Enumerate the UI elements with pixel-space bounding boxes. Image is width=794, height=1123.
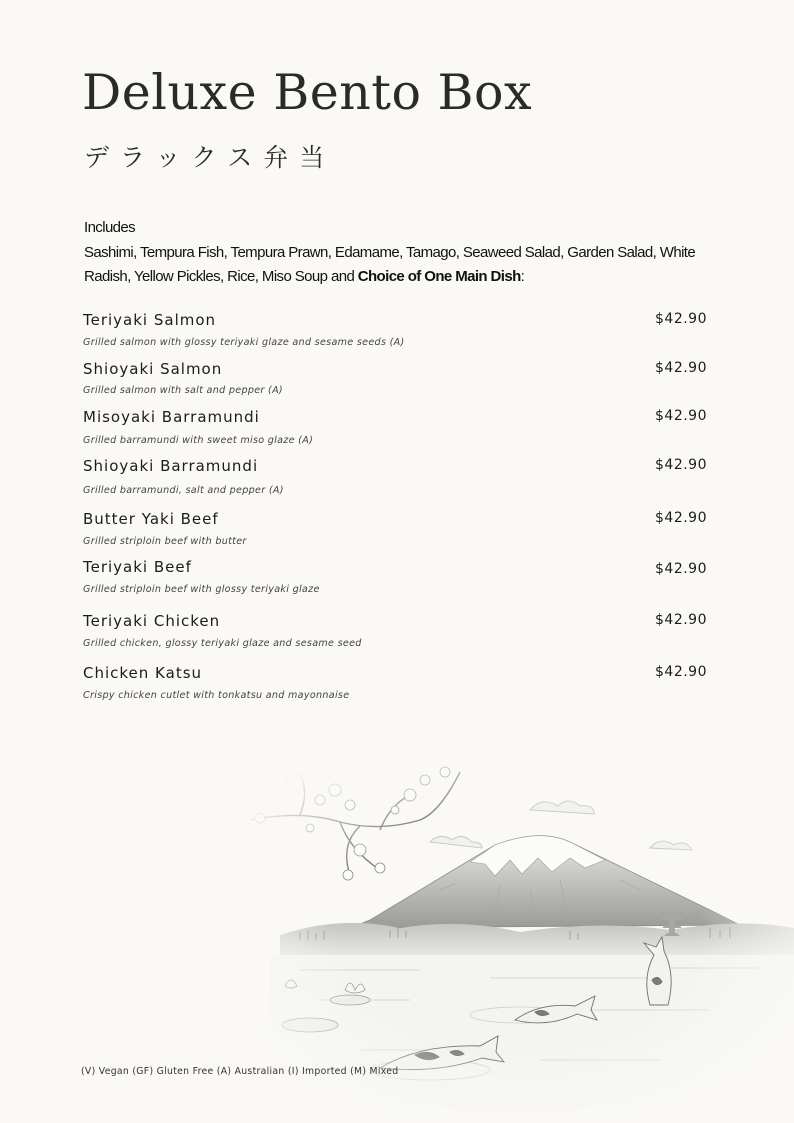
menu-item-name: Teriyaki Beef <box>83 558 192 576</box>
dietary-legend: (V) Vegan (GF) Gluten Free (A) Australian (I) Imported (M) Mixed <box>81 1066 399 1077</box>
page-subtitle-japanese: デラックス弁当 <box>84 143 336 172</box>
menu-item <box>83 457 713 501</box>
menu-item-name: Misoyaki Barramundi <box>83 408 260 426</box>
menu-item <box>83 558 713 602</box>
menu-item-name: Shioyaki Barramundi <box>83 457 259 475</box>
menu-item <box>83 612 713 656</box>
menu-item-description: Grilled salmon with salt and pepper (A) <box>83 385 283 396</box>
menu-item-name: Chicken Katsu <box>83 664 203 682</box>
menu-item-name: Teriyaki Chicken <box>83 612 221 630</box>
menu-item-description: Grilled barramundi with sweet miso glaze (A) <box>83 435 314 446</box>
mount-fuji-lake-illustration <box>240 750 794 1110</box>
menu-item <box>83 408 713 452</box>
includes-label: Includes <box>84 219 136 236</box>
includes-suffix: : <box>520 268 525 285</box>
page-title: Deluxe Bento Box <box>82 64 533 121</box>
menu-item-name: Shioyaki Salmon <box>83 360 223 378</box>
menu-item-price: $42.90 <box>655 457 707 473</box>
menu-item <box>83 360 713 404</box>
menu-item-price: $42.90 <box>655 408 707 424</box>
menu-item-description: Grilled striploin beef with glossy teriyaki glaze <box>83 584 320 595</box>
menu-item <box>83 510 713 554</box>
menu-item-price: $42.90 <box>655 311 707 327</box>
menu-item <box>83 664 713 708</box>
includes-text <box>84 241 734 290</box>
menu-item-name: Butter Yaki Beef <box>83 510 219 528</box>
menu-item-price: $42.90 <box>655 561 707 577</box>
menu-item-description: Grilled barramundi, salt and pepper (A) <box>83 485 284 496</box>
menu-item-price: $42.90 <box>655 612 707 628</box>
menu-item <box>83 311 713 355</box>
menu-item-price: $42.90 <box>655 664 707 680</box>
menu-item-name: Teriyaki Salmon <box>83 311 217 329</box>
includes-choice: Choice of One Main Dish <box>357 268 521 285</box>
menu-item-description: Grilled salmon with glossy teriyaki glaze and sesame seeds (A) <box>83 337 405 348</box>
menu-item-description: Crispy chicken cutlet with tonkatsu and mayonnaise <box>83 690 350 701</box>
menu-item-description: Grilled striploin beef with butter <box>83 536 247 547</box>
menu-item-price: $42.90 <box>655 360 707 376</box>
menu-item-price: $42.90 <box>655 510 707 526</box>
menu-item-description: Grilled chicken, glossy teriyaki glaze and sesame seed <box>83 638 362 649</box>
includes-items: Sashimi, Tempura Fish, Tempura Prawn, Edamame, Tamago, Seaweed Salad, Garden Salad, White Radish, Yellow Pickles, Rice, Miso Soup and <box>84 243 696 285</box>
includes-section <box>84 216 734 290</box>
